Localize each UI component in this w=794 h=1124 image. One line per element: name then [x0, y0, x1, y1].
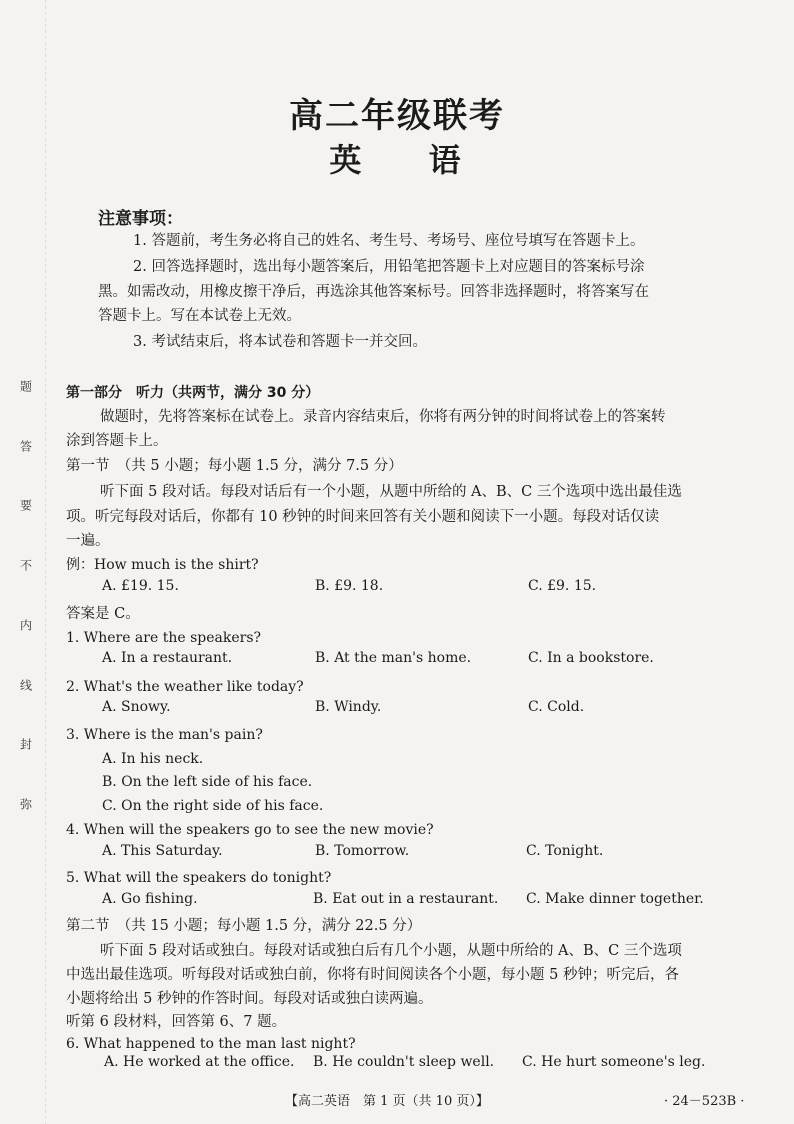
question-1: 1. Where are the speakers?: [66, 630, 262, 646]
seal-char: 要: [18, 499, 33, 512]
example-options: [0, 578, 794, 602]
option-a: A. Snowy.: [102, 699, 171, 715]
option-c: C. He hurt someone's leg.: [522, 1054, 706, 1070]
part1-intro-line-2: 涂到答题卡上。: [66, 433, 168, 449]
section2-instr-line-3: 小题将给出 5 秒钟的作答时间。每段对话或独白读两遍。: [66, 991, 433, 1007]
section1-instr-line-3: 一遍。: [66, 533, 110, 549]
seal-char: 封: [18, 738, 33, 751]
section2-instr-line-2: 中选出最佳选项。听每段对话或独白前，你将有时间阅读各个小题，每小题 5 秒钟；听完后，各: [66, 967, 679, 983]
seal-char: 线: [18, 678, 33, 691]
question-6-options: [0, 1054, 794, 1078]
section1-instr-line-1: 听下面 5 段对话。每段对话后有一个小题，从题中所给的 A、B、C 三个选项中选出最佳选: [100, 484, 682, 500]
example-option-a: A. £19. 15.: [102, 578, 179, 594]
option-b: B. Windy.: [315, 699, 382, 715]
section1-heading: 第一节 （共 5 小题；每小题 1.5 分，满分 7.5 分）: [66, 458, 403, 474]
option-c: C. In a bookstore.: [528, 650, 654, 666]
option-b: B. He couldn't sleep well.: [313, 1054, 495, 1070]
note-item-2-line-1: 2. 回答选择题时，选出每小题答案后，用铅笔把答题卡上对应题目的答案标号涂: [133, 259, 645, 275]
example-question: 例：How much is the shirt?: [66, 557, 259, 573]
seal-char: 不: [18, 559, 33, 572]
option-a: A. This Saturday.: [102, 843, 223, 859]
note-item-1: 1. 答题前，考生务必将自己的姓名、考生号、考场号、座位号填写在答题卡上。: [133, 233, 645, 249]
example-option-c: C. £9. 15.: [528, 578, 597, 594]
question-3: 3. Where is the man's pain?: [66, 727, 263, 743]
option-c: C. Make dinner together.: [526, 891, 704, 907]
option-b: B. At the man's home.: [315, 650, 472, 666]
seal-char: 内: [18, 618, 33, 631]
notes-heading: 注意事项：: [98, 209, 183, 229]
question-1-options: [0, 650, 794, 674]
question-2: 2. What's the weather like today?: [66, 679, 304, 695]
subject-title: 英 语: [329, 141, 465, 179]
part1-intro-line-1: 做题时，先将答案标在试卷上。录音内容结束后，你将有两分钟的时间将试卷上的答案转: [100, 409, 666, 425]
option-a: A. In his neck.: [102, 751, 204, 767]
option-a: A. Go fishing.: [102, 891, 198, 907]
option-c: C. Tonight.: [526, 843, 604, 859]
option-a: A. In a restaurant.: [102, 650, 233, 666]
question-2-options: [0, 699, 794, 723]
option-c: C. Cold.: [528, 699, 585, 715]
question-4: 4. When will the speakers go to see the new movie?: [66, 822, 434, 838]
section2-heading: 第二节 （共 15 小题；每小题 1.5 分，满分 22.5 分）: [66, 918, 422, 934]
seal-char: 题: [18, 380, 33, 392]
note-item-2-line-2: 黑。如需改动，用橡皮擦干净后，再选涂其他答案标号。回答非选择题时，将答案写在: [98, 284, 649, 300]
option-a: A. He worked at the office.: [104, 1054, 295, 1070]
example-option-b: B. £9. 18.: [315, 578, 384, 594]
question-5: 5. What will the speakers do tonight?: [66, 870, 332, 886]
seal-char: 答: [18, 439, 33, 452]
footer-code: · 24－523B ·: [664, 1094, 745, 1109]
note-item-2-line-3: 答题卡上。写在本试卷上无效。: [98, 308, 301, 324]
question-5-options: [0, 891, 794, 915]
exam-title: 高二年级联考: [289, 96, 505, 136]
material-6-instruction: 听第 6 段材料，回答第 6、7 题。: [66, 1014, 287, 1030]
question-6: 6. What happened to the man last night?: [66, 1036, 356, 1052]
part1-heading: 第一部分 听力（共两节，满分 30 分）: [66, 385, 320, 401]
question-4-options: [0, 843, 794, 867]
option-c: C. On the right side of his face.: [102, 798, 324, 814]
option-b: B. On the left side of his face.: [102, 774, 313, 790]
footer-page-info: 【高二英语 第 1 页（共 10 页）】: [285, 1094, 489, 1109]
section1-instr-line-2: 项。听完每段对话后，你都有 10 秒钟的时间来回答有关小题和阅读下一小题。每段对话仅读: [66, 509, 660, 525]
section2-instr-line-1: 听下面 5 段对话或独白。每段对话或独白后有几个小题，从题中所给的 A、B、C 三个选项: [100, 943, 682, 959]
example-answer: 答案是 C。: [66, 606, 140, 622]
option-b: B. Tomorrow.: [315, 843, 410, 859]
option-b: B. Eat out in a restaurant.: [313, 891, 499, 907]
note-item-3: 3. 考试结束后，将本试卷和答题卡一并交回。: [133, 334, 427, 350]
seal-char: 弥: [18, 797, 33, 810]
